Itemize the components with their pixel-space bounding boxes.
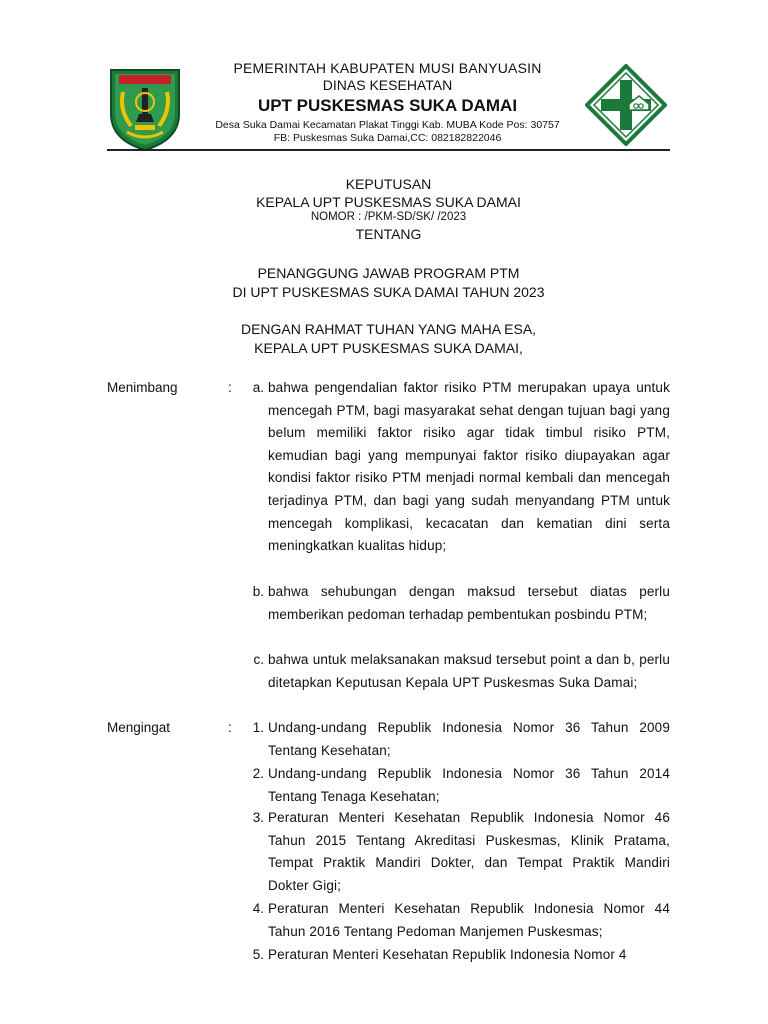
item-number: 2. [252, 766, 264, 781]
item-text: Peraturan Menteri Kesehatan Republik Indonesia Nomor 46 Tahun 2015 Tentang Akreditasi Puskesmas, Klinik Pratama, Tempat Praktik Mandiri Dokter, dan Tempat Praktik Mandiri Dokter Gigi; [268, 810, 670, 893]
menimbang-section [107, 377, 670, 717]
item-number: 4. [252, 901, 264, 916]
item-text: Peraturan Menteri Kesehatan Republik Indonesia Nomor 4 [268, 947, 627, 962]
item-number: a. [252, 380, 264, 395]
item-number: b. [252, 584, 264, 599]
menimbang-label: Menimbang [107, 380, 178, 395]
invocation-line2: KEPALA UPT PUSKESMAS SUKA DAMAI, [254, 340, 523, 356]
item-text: bahwa sehubungan dengan maksud tersebut diatas perlu memberikan pedoman terhadap pembentukan posbindu PTM; [268, 584, 670, 622]
item-text: bahwa untuk melaksanakan maksud tersebut point a dan b, perlu ditetapkan Keputusan Kepala UPT Puskesmas Suka Damai; [268, 652, 670, 690]
institution-contact: FB: Puskesmas Suka Damai,CC: 082182822046 [273, 132, 502, 144]
puskesmas-cross-icon [585, 64, 667, 146]
item-text: Undang-undang Republik Indonesia Nomor 36 Tahun 2014 Tentang Tenaga Kesehatan; [268, 766, 670, 804]
decree-issuer: KEPALA UPT PUSKESMAS SUKA DAMAI [256, 194, 521, 210]
institution-address: Desa Suka Damai Kecamatan Plakat Tinggi Kab. MUBA Kode Pos: 30757 [215, 119, 560, 131]
decree-subject-line1: PENANGGUNG JAWAB PROGRAM PTM [257, 265, 520, 281]
item-text: Undang-undang Republik Indonesia Nomor 36 Tahun 2009 Tentang Kesehatan; [268, 720, 670, 758]
department-name: DINAS KESEHATAN [322, 77, 453, 93]
government-name: PEMERINTAH KABUPATEN MUSI BANYUASIN [233, 60, 542, 76]
item-text: bahwa pengendalian faktor risiko PTM merupakan upaya untuk mencegah PTM, bagi masyarakat sehat dengan tujuan bagi yang belum memiliki faktor risiko agar tidak timbul risiko PTM, kemudian bagi yang mempunyai faktor risiko diupayakan agar kondisi faktor risiko PTM menjadi normal kembali dan mencegah terjadinya PTM, dan bagi yang sudah menyandang PTM untuk mencegah komplikasi, kecacatan dan kematian dini serta meningkatkan kualitas hidup; [268, 380, 670, 554]
decree-heading: KEPUTUSAN [345, 176, 432, 192]
mengingat-section [107, 717, 670, 1017]
item-number: c. [253, 652, 264, 667]
regency-emblem-logo [105, 62, 185, 152]
letterhead-divider [107, 149, 670, 151]
puskesmas-logo [585, 64, 667, 146]
tentang-heading: TENTANG [355, 226, 422, 242]
mengingat-label: Mengingat [107, 720, 171, 735]
institution-name: UPT PUSKESMAS SUKA DAMAI [257, 96, 518, 115]
menimbang-colon: : [228, 380, 232, 395]
letterhead [190, 60, 585, 145]
regency-emblem-icon [105, 62, 185, 152]
item-text: Peraturan Menteri Kesehatan Republik Indonesia Nomor 44 Tahun 2016 Tentang Pedoman Manjemen Puskesmas; [268, 901, 670, 939]
item-number: 1. [252, 720, 264, 735]
item-number: 3. [252, 810, 264, 825]
item-number: 5. [252, 947, 264, 962]
decree-subject-line2: DI UPT PUSKESMAS SUKA DAMAI TAHUN 2023 [232, 284, 545, 300]
invocation-line1: DENGAN RAHMAT TUHAN YANG MAHA ESA, [240, 321, 537, 337]
mengingat-colon: : [228, 720, 232, 735]
decree-number: NOMOR : /PKM-SD/SK/ /2023 [310, 211, 467, 223]
